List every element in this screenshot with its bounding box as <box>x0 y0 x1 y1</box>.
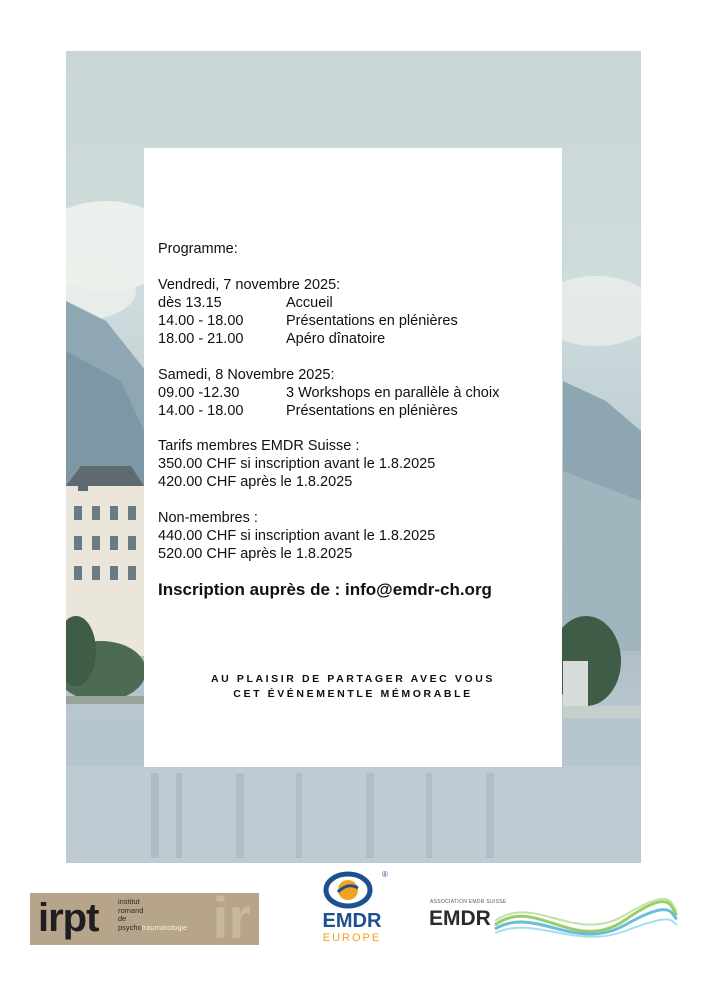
saturday-event-2: Présentations en plénières <box>286 403 458 419</box>
members-pricing-title: Tarifs membres EMDR Suisse : <box>158 438 360 454</box>
friday-time-3: 18.00 - 21.00 <box>158 331 244 347</box>
nonmembers-pricing-title: Non-membres : <box>158 510 258 526</box>
nonmembers-price-2: 520.00 CHF après le 1.8.2025 <box>158 546 353 562</box>
friday-time-1: dès 13.15 <box>158 295 222 311</box>
emdr-europe-emblem-icon <box>312 870 392 910</box>
irpt-lines: institut romand de psychotraumatologie <box>118 897 188 932</box>
friday-event-1: Accueil <box>286 295 333 311</box>
saturday-time-1: 09.00 -12.30 <box>158 385 240 401</box>
members-price-2: 420.00 CHF après le 1.8.2025 <box>158 474 353 490</box>
programme-heading: Programme: <box>158 241 238 257</box>
irpt-watermark: ir <box>212 886 251 951</box>
friday-title: Vendredi, 7 novembre 2025: <box>158 277 341 293</box>
closing-line-2: CET ÉVÉNEMENTLE MÉMORABLE <box>233 688 473 700</box>
registration-contact: Inscription auprès de : info@emdr-ch.org <box>158 580 492 599</box>
emdr-europe-logo <box>312 870 392 950</box>
friday-time-2: 14.00 - 18.00 <box>158 313 244 329</box>
saturday-event-1: 3 Workshops en parallèle à choix <box>286 385 500 401</box>
friday-event-3: Apéro dînatoire <box>286 331 386 347</box>
emdr-europe-name: EMDR <box>322 910 382 932</box>
emdr-europe-sub: EUROPE <box>322 932 382 944</box>
irpt-logo <box>30 886 259 951</box>
registered-mark: ® <box>382 870 388 879</box>
emdr-ch-logo <box>425 895 680 955</box>
friday-event-2: Présentations en plénières <box>286 313 458 329</box>
saturday-time-2: 14.00 - 18.00 <box>158 403 244 419</box>
closing-line-1: AU PLAISIR DE PARTAGER AVEC VOUS <box>210 673 496 685</box>
irpt-mark: irpt <box>38 896 99 940</box>
emdr-ch-tagline: ASSOCIATION EMDR SUISSE <box>430 899 507 905</box>
emdr-ch-name: EMDR <box>429 907 491 930</box>
members-price-1: 350.00 CHF si inscription avant le 1.8.2025 <box>158 456 436 472</box>
nonmembers-price-1: 440.00 CHF si inscription avant le 1.8.2025 <box>158 528 436 544</box>
saturday-title: Samedi, 8 Novembre 2025: <box>158 367 335 383</box>
